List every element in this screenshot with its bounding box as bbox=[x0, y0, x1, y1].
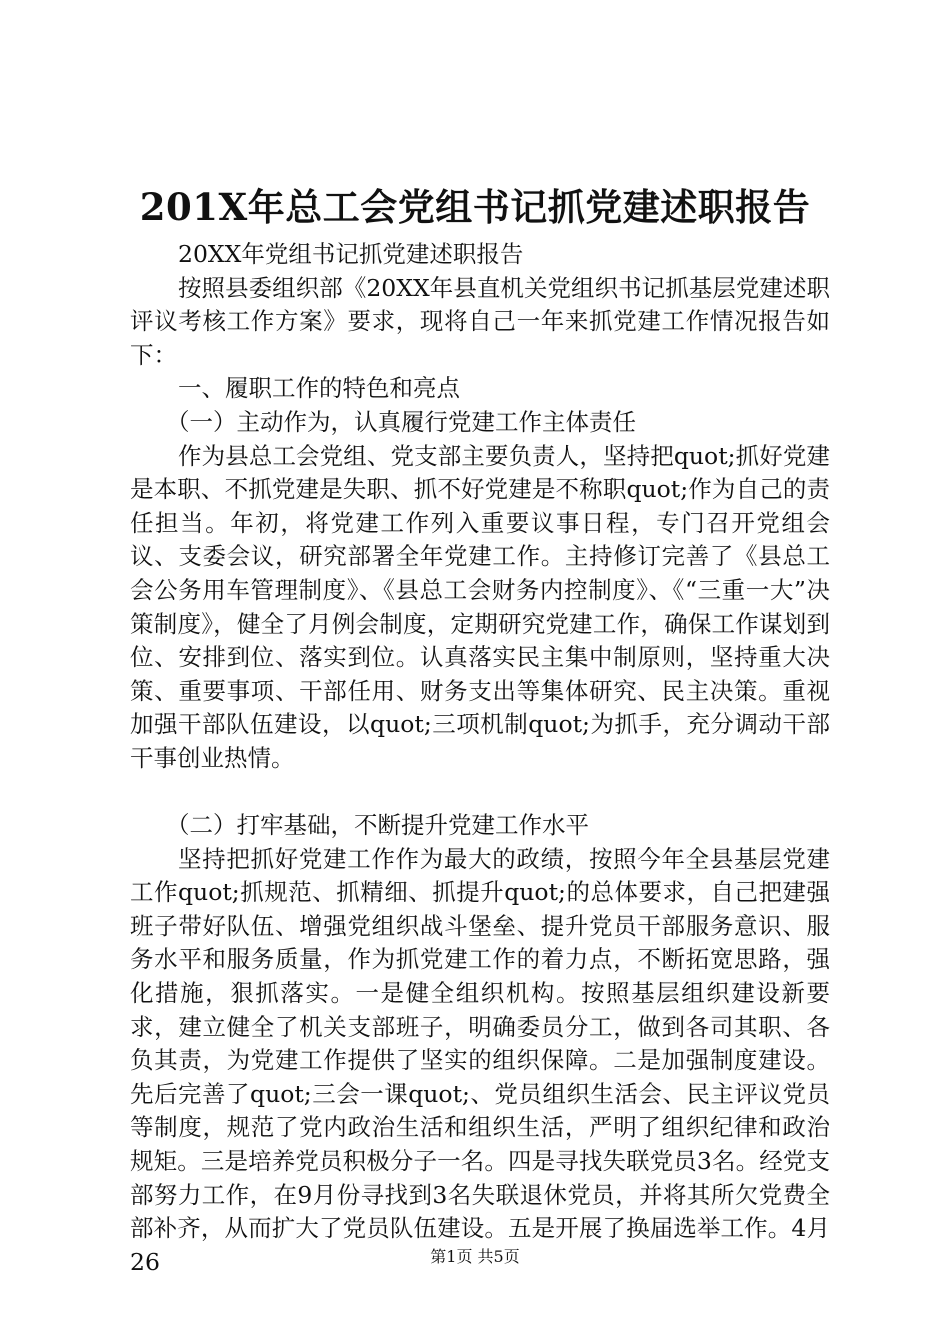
paragraph-body-2: 坚持把抓好党建工作作为最大的政绩，按照今年全县基层党建工作quot;抓规范、抓精细、抓提升quot;的总体要求，自己把建强班子带好队伍、增强党组织战斗堡垒、提升党员干部服务意识、服务水平和服务质量，作为抓党建工作的着力点，不断拓宽思路，强化措施，狠抓落实。一是健全组织机构。按照基层组织建设新要求，建立健全了机关支部班子，明确委员分工，做到各司其职、各负其责，为党建工作提供了坚实的组织保障。二是加强制度建设。先后完善了quot;三会一课quot;、党员组织生活会、民主评议党员等制度，规范了党内政治生活和组织生活，严明了组织纪律和政治规矩。三是培养党员积极分子一名。四是寻找失联党员3名。经党支部努力工作，在9月份寻找到3名失联退休党员，并将其所欠党费全部补齐，从而扩大了党员队伍建设。五是开展了换届选举工作。4月26 bbox=[130, 844, 830, 1276]
document-body bbox=[130, 238, 830, 1279]
paragraph-body-1: 作为县总工会党组、党支部主要负责人，坚持把quot;抓好党建是本职、不抓党建是失职、抓不好党建是不称职quot;作为自己的责任担当。年初，将党建工作列入重要议事日程，专门召开党组会议、支委会议，研究部署全年党建工作。主持修订完善了《县总工会公务用车管理制度》、《县总工会财务内控制度》、《“三重一大”决策制度》，健全了月例会制度，定期研究党建工作，确保工作谋划到位、安排到位、落实到位。认真落实民主集中制原则，坚持重大决策、重要事项、干部任用、财务支出等集体研究、民主决策。重视加强干部队伍建设，以quot;三项机制quot;为抓手，充分调动干部干事创业热情。 bbox=[130, 441, 830, 772]
paragraph-spacer bbox=[130, 776, 830, 810]
section-heading-1: 一、履职工作的特色和亮点 bbox=[178, 374, 460, 403]
paragraph-intro: 按照县委组织部《20XX年县直机关党组织书记抓基层党建述职评议考核工作方案》要求，现将自己一年来抓党建工作情况报告如下： bbox=[130, 273, 830, 369]
paragraph-subtitle: 20XX年党组书记抓党建述职报告 bbox=[178, 240, 524, 268]
page-number-footer: 第1页 共5页 bbox=[430, 1247, 520, 1266]
subsection-heading-2: （二）打牢基础，不断提升党建工作水平 bbox=[166, 811, 589, 840]
subsection-heading-1: （一）主动作为，认真履行党建工作主体责任 bbox=[166, 407, 636, 436]
document-title: 201X年总工会党组书记抓党建述职报告 bbox=[139, 185, 811, 229]
